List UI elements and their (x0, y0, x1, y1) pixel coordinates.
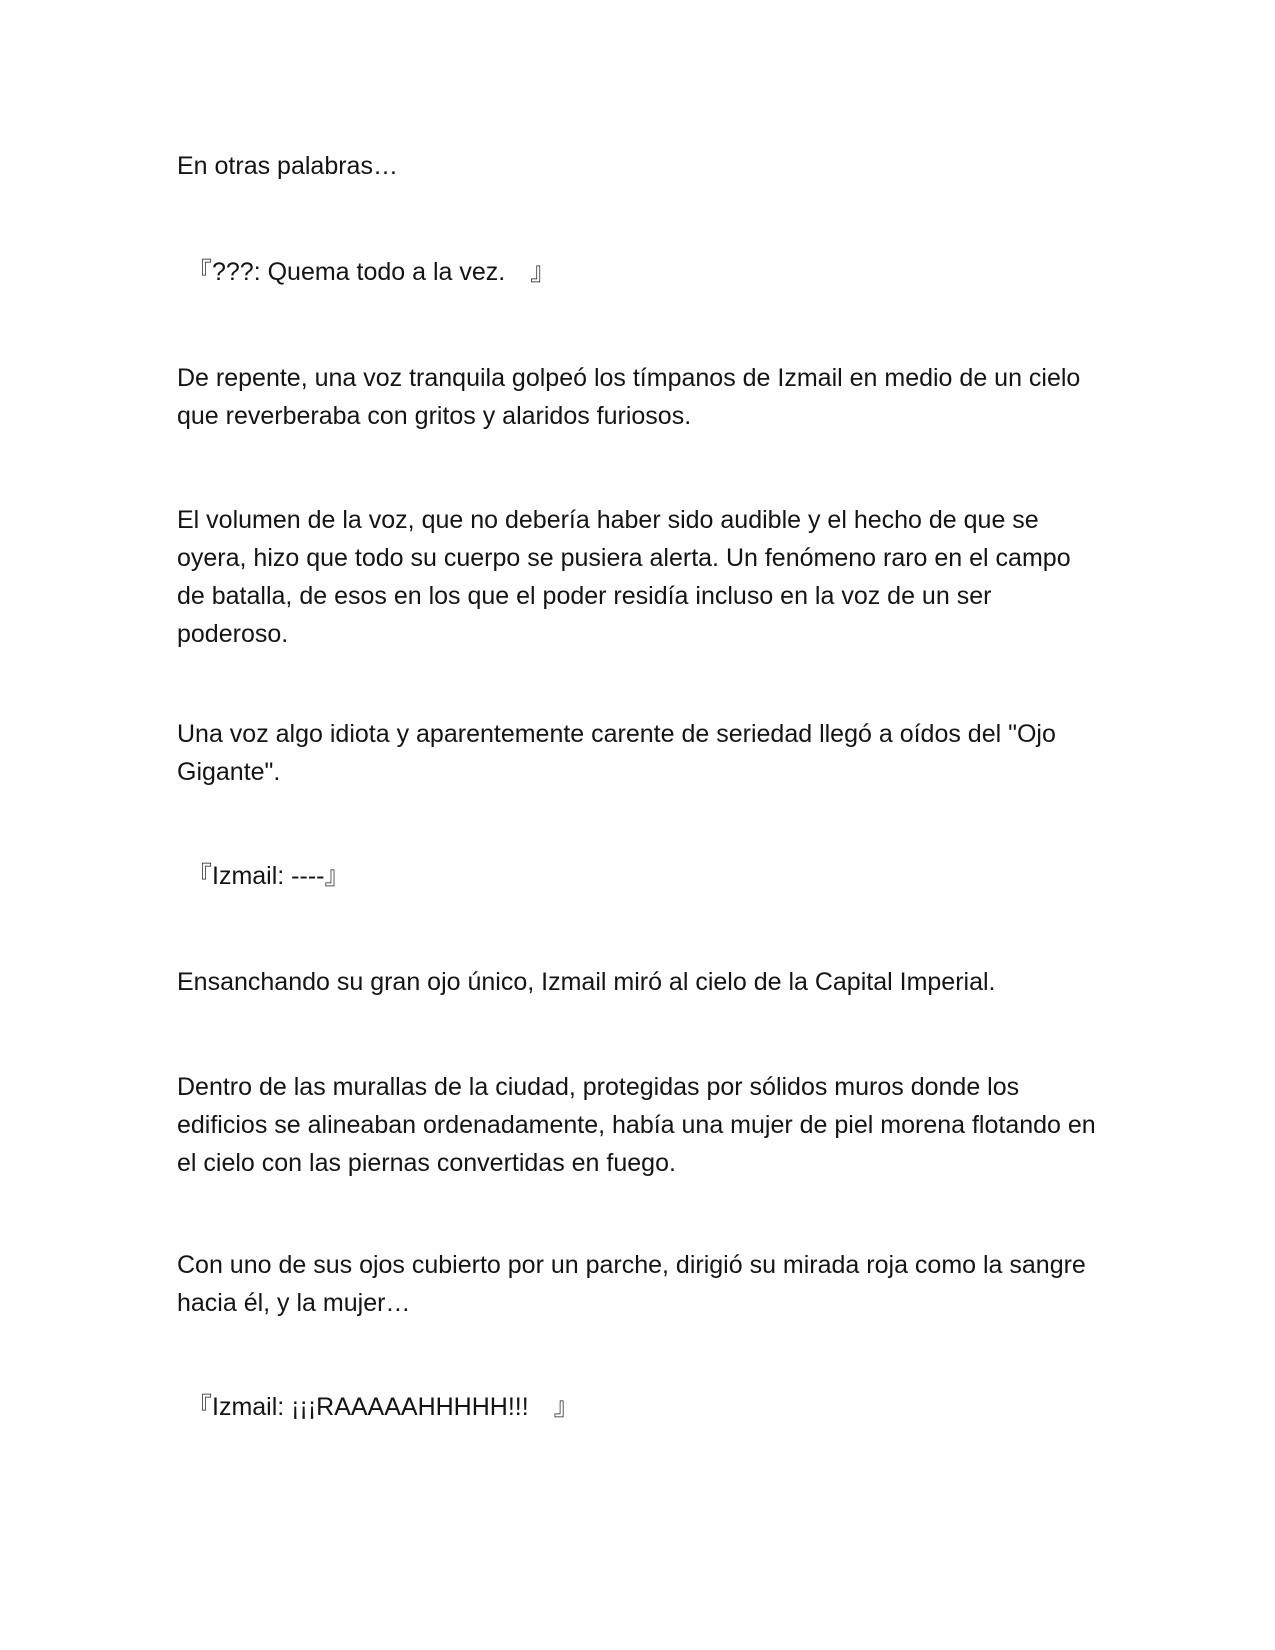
paragraph-widening-eye: Ensanchando su gran ojo único, Izmail miró al cielo de la Capital Imperial. (177, 968, 996, 996)
paragraph-intro: En otras palabras… (177, 152, 398, 180)
paragraph-idiot-voice: Una voz algo idiota y aparentemente carente de seriedad llegó a oídos del "Ojo Gigante". (177, 720, 1056, 786)
paragraph-eye-patch: Con uno de sus ojos cubierto por un parche, dirigió su mirada roja como la sangre hacia él, y la mujer… (177, 1251, 1086, 1317)
dialogue-izmail-roar: 『Izmail: ¡¡¡RAAAAAHHHHH!!! 』 (187, 1393, 579, 1421)
paragraph-voice-volume: El volumen de la voz, que no debería haber sido audible y el hecho de que se oyera, hizo que todo su cuerpo se pusiera alerta. Un fenómeno raro en el campo de batalla, de esos en los que el poder residía incluso en la voz de un ser poderoso. (177, 506, 1071, 648)
paragraph-calm-voice: De repente, una voz tranquila golpeó los tímpanos de Izmail en medio de un cielo que reverberaba con gritos y alaridos furiosos. (177, 364, 1081, 430)
paragraph-city-walls: Dentro de las murallas de la ciudad, protegidas por sólidos muros donde los edificios se alineaban ordenadamente, había una mujer de piel morena flotando en el cielo con las piernas convertidas en fuego. (177, 1073, 1096, 1177)
dialogue-unknown: 『???: Quema todo a la vez. 』 (187, 258, 556, 286)
dialogue-izmail-silent: 『Izmail: ----』 (187, 862, 350, 890)
